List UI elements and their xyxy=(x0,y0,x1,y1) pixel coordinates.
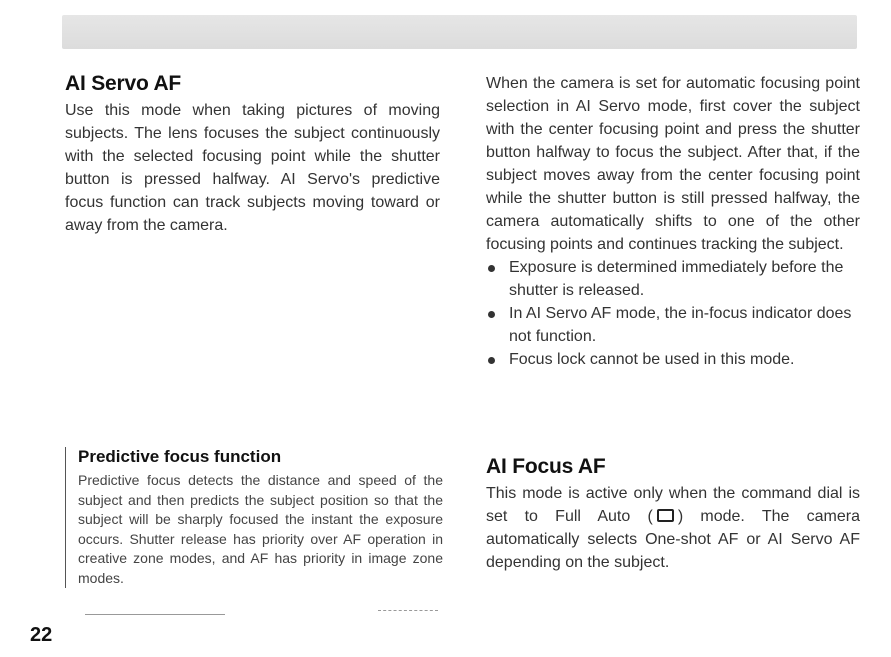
ai-servo-heading: AI Servo AF xyxy=(65,72,182,95)
ai-servo-section xyxy=(65,72,440,237)
predictive-focus-box xyxy=(65,447,443,588)
ai-servo-paragraph: Use this mode when taking pictures of moving subjects. The lens focuses the subject continuously with the selected focusing point while the shutter button is pressed halfway. AI Servo's predictive focus function can track subjects moving toward or away from the camera. xyxy=(65,102,440,234)
ai-servo-continued xyxy=(486,72,860,371)
bullet-dot-icon xyxy=(488,357,495,364)
ai-servo-right-paragraph: When the camera is set for automatic focusing point selection in AI Servo mode, first cover the subject with the center focusing point and press the shutter button halfway to focus the subject. After that, if the subject moves away from the center focusing point while the shutter button is still pressed halfway, the camera automatically shifts to one of the other focusing points and continues tracking the subject. xyxy=(486,75,860,253)
header-bar xyxy=(62,15,857,49)
box-rule xyxy=(378,610,438,611)
bullet-item: In AI Servo AF mode, the in-focus indicator does not function. xyxy=(486,302,860,348)
bullet-dot-icon xyxy=(488,311,495,318)
ai-focus-section xyxy=(486,455,860,574)
bullet-item: Exposure is determined immediately before the shutter is released. xyxy=(486,256,860,302)
bullet-dot-icon xyxy=(488,265,495,272)
page-number: 22 xyxy=(30,624,53,646)
ai-servo-bullets xyxy=(486,256,860,371)
predictive-focus-heading: Predictive focus function xyxy=(78,447,282,466)
bullet-item: Focus lock cannot be used in this mode. xyxy=(486,348,860,371)
box-rule xyxy=(85,614,225,615)
predictive-focus-paragraph: Predictive focus detects the distance and speed of the subject and then predicts the subject position so that the subject will be sharply focused the instant the exposure occurs. Shutter release has priority over AF operation in creative zone modes, and AF has priority in image zone modes. xyxy=(78,472,443,586)
full-auto-icon xyxy=(657,509,674,522)
ai-focus-heading: AI Focus AF xyxy=(486,455,606,478)
ai-focus-paragraph: This mode is active only when the command dial is set to Full Auto ( ) mode. The camera automatically selects One-shot AF or AI Servo AF depending on the subject. xyxy=(486,485,861,571)
